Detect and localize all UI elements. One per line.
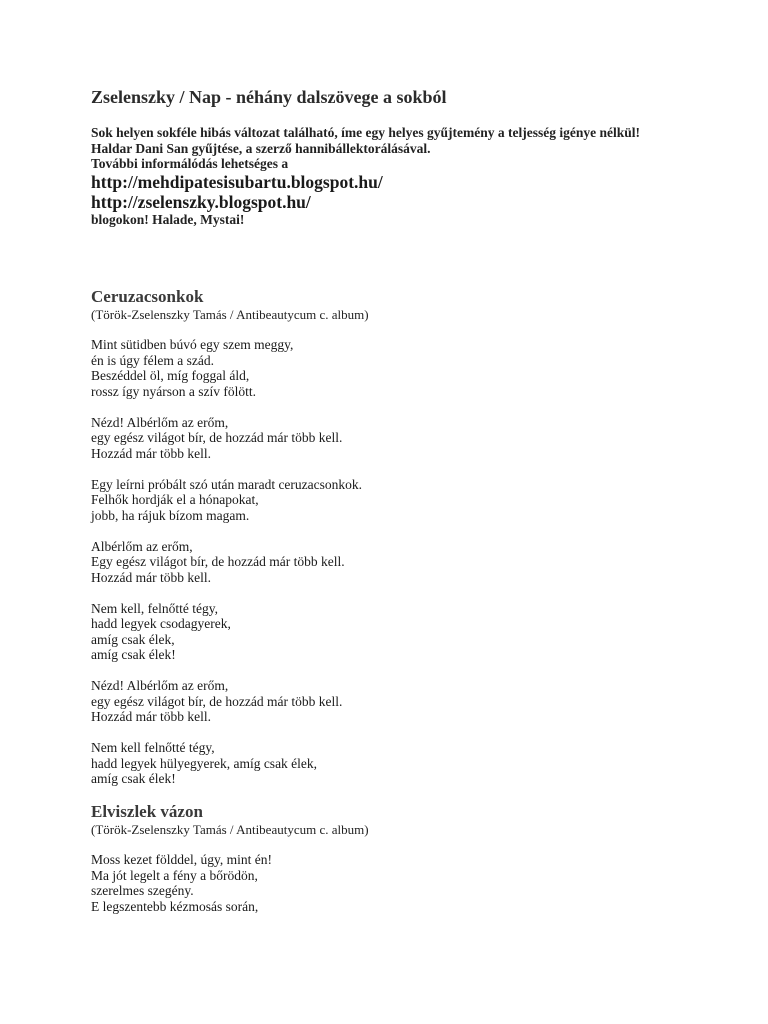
lyrics-line: Nézd! Albérlőm az erőm,: [91, 414, 229, 430]
lyrics-line: Nem kell, felnőtté tégy,: [91, 600, 218, 616]
intro-block: [91, 125, 731, 227]
song-credit: (Török-Zselenszky Tamás / Antibeautycum c. album): [91, 307, 369, 322]
lyrics-stanza: [91, 477, 731, 524]
lyrics-stanza: [91, 415, 731, 462]
song-title: Elviszlek vázon: [91, 802, 203, 821]
lyrics-line: Nézd! Albérlőm az erőm,: [91, 678, 229, 693]
document-title: Zselenszky / Nap - néhány dalszövege a sokból: [91, 87, 447, 107]
lyrics-stanza: [91, 337, 731, 399]
song-lyrics: [91, 852, 731, 914]
lyrics-line: egy egész világot bír, de hozzád már több kell.: [91, 693, 343, 709]
lyrics-stanza: [91, 740, 731, 787]
lyrics-line: jobb, ha rájuk bízom magam.: [91, 507, 250, 523]
lyrics-line: Nem kell felnőtté tégy,: [91, 740, 215, 755]
lyrics-line: hadd legyek csodagyerek,: [91, 616, 231, 631]
lyrics-line: Hozzád már több kell.: [91, 445, 211, 461]
intro-line-3: További informálódás lehetséges a: [91, 156, 289, 171]
lyrics-line: én is úgy félem a szád.: [91, 352, 214, 368]
lyrics-stanza: [91, 678, 731, 725]
lyrics-line: Beszéddel öl, míg foggal áld,: [91, 368, 250, 383]
lyrics-line: Egy egész világot bír, de hozzád már több kell.: [91, 554, 345, 569]
lyrics-line: szerelmes szegény.: [91, 883, 194, 898]
lyrics-line: Mint sütidben búvó egy szem meggy,: [91, 337, 294, 352]
lyrics-stanza: [91, 539, 731, 586]
document-page: [91, 86, 731, 930]
lyrics-line: Albérlőm az erőm,: [91, 538, 193, 554]
intro-line-1: Sok helyen sokféle hibás változat található, íme egy helyes gyűjtemény a teljesség igénye nélkül!: [91, 125, 640, 140]
lyrics-stanza: [91, 601, 731, 663]
blog-link-mehdipatesisubartu[interactable]: http://mehdipatesisubartu.blogspot.hu/: [91, 171, 383, 192]
intro-line-2: Haldar Dani San gyűjtése, a szerző hannibállektorálásával.: [91, 140, 431, 156]
lyrics-line: E legszentebb kézmosás során,: [91, 898, 259, 914]
lyrics-line: amíg csak élek!: [91, 771, 176, 786]
lyrics-line: rossz így nyárson a szív fölött.: [91, 383, 256, 399]
song-section: [91, 287, 731, 787]
lyrics-line: Hozzád már több kell.: [91, 709, 211, 724]
lyrics-line: hadd legyek hülyegyerek, amíg csak élek,: [91, 755, 318, 771]
blog-link-zselenszky[interactable]: http://zselenszky.blogspot.hu/: [91, 191, 311, 212]
song-section: [91, 802, 731, 914]
lyrics-line: egy egész világot bír, de hozzád már több kell.: [91, 430, 343, 445]
lyrics-line: Hozzád már több kell.: [91, 569, 211, 585]
lyrics-line: amíg csak élek,: [91, 631, 175, 647]
song-lyrics: [91, 337, 731, 787]
lyrics-stanza: [91, 852, 731, 914]
lyrics-line: Moss kezet földdel, úgy, mint én!: [91, 852, 272, 867]
lyrics-line: Egy leírni próbált szó után maradt ceruzacsonkok.: [91, 476, 363, 492]
songs-list: [91, 287, 731, 914]
intro-line-4: blogokon! Halade, Mystai!: [91, 211, 245, 227]
lyrics-line: amíg csak élek!: [91, 647, 176, 662]
song-title: Ceruzacsonkok: [91, 287, 204, 306]
song-credit: (Török-Zselenszky Tamás / Antibeautycum c. album): [91, 822, 369, 837]
lyrics-line: Felhők hordják el a hónapokat,: [91, 492, 259, 507]
lyrics-line: Ma jót legelt a fény a bőrödön,: [91, 867, 258, 883]
